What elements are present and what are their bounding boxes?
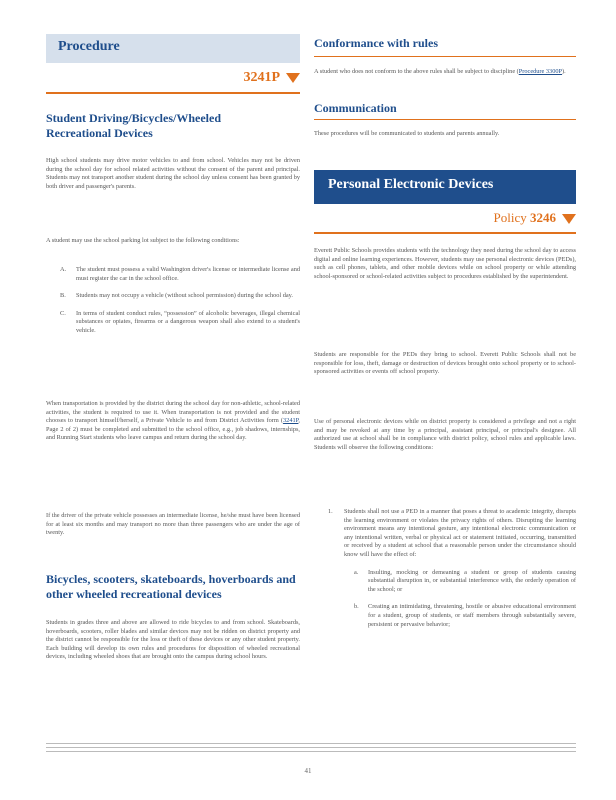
condition-item: B. Students may not occupy a vehicle (without school permission) during the school day. [60, 292, 293, 300]
condition-item: C. In terms of student conduct rules, “possession” of alcoholic beverages, illegal chemical substances or opiates, firearms or a dangerous weapon shall also extend to a student's vehicle. [60, 309, 300, 334]
ped-subitem: b. Creating an intimidating, threatening, hostile or abusive educational environment for a student, group of students, or staff members through substantially severe, persistent or pervasive behavior; [354, 603, 576, 628]
orange-divider [314, 232, 576, 234]
triangle-down-icon [562, 214, 576, 224]
orange-divider [314, 56, 576, 57]
procedure-number: 3241P [46, 70, 300, 86]
orange-divider [46, 92, 300, 94]
procedure-3241p-link[interactable]: 3241P [283, 417, 299, 425]
page-number: 41 [304, 767, 312, 775]
ped-subitem: a. Insulting, mocking or demeaning a student or group of students causing substantial disruption in, or substantial interference with, the orderly operation of the school; or [354, 568, 576, 593]
triangle-down-icon [286, 73, 300, 83]
paragraph-parking: A student may use the school parking lot subject to the following conditions: [46, 237, 240, 244]
section-title-bicycles: Bicycles, scooters, skateboards, hoverboards and other wheeled recreational devices [46, 572, 296, 601]
paragraph-conformance: A student who does not conform to the above rules shall be subject to discipline (Procedure 3300P). [314, 68, 566, 75]
section-title-driving: Student Driving/Bicycles/Wheeled Recreational Devices [46, 111, 221, 140]
condition-item: A. The student must possess a valid Washington driver's license or intermediate license and must register the car in the school office. [60, 266, 300, 282]
paragraph-ped-responsibility: Students are responsible for the PEDs they bring to school. Everett Public Schools shall not be responsible for loss, theft, damage or destruction of devices brought onto school property or to school-sponsored activities or events off school property. [314, 351, 576, 376]
ped-title-band [314, 170, 576, 204]
paragraph-bicycles: Students in grades three and above are allowed to ride bicycles to and from school. Skateboards, hoverboards, scooters, roller blades and similar devices may not be ridden on district property and the district cannot be responsible for the loss or theft of these devices or any other student property. Each building will develop its own rules and procedures for disposition of wheeled recreational devices, including wheeled shoes that are brought onto the campus during school hours. [46, 619, 300, 661]
procedure-label: Procedure [58, 39, 120, 54]
policy-number: Policy 3246 [314, 210, 576, 226]
section-title-conformance: Conformance with rules [314, 36, 438, 50]
footer-rule [46, 743, 576, 744]
procedure-3300p-link[interactable]: Procedure 3300P [518, 68, 562, 75]
paragraph-intermediate-license: If the driver of the private vehicle possesses an intermediate license, he/she must have been licensed for at least six months and may transport no more than three passengers who are under the age of twenty. [46, 512, 300, 537]
procedure-band [46, 34, 300, 63]
paragraph-ped-privilege: Use of personal electronic devices while on district property is considered a privilege and not a right and may be revoked at any time by a principal, assistant principal, or principal's designee. All authorized use at school shall be in compliance with district policy, school rules and applicable laws. Students will observe the following conditions: [314, 418, 576, 451]
orange-divider [314, 119, 576, 120]
ped-condition-item: 1. Students shall not use a PED in a manner that poses a threat to academic integrity, disrupts the learning environment or violates the privacy rights of others. Disrupting the learning environment means any intentional gesture, any intentional electronic communication or any intentional written, verbal or physical act or statement initiated, occurring, transmitted or received by a student at school that a reasonable person under the circumstance should know will have the effect of: a. Insulting, mocking or demeaning a student or group of students causing substantial disruption in, or substantial interference with, the orderly operation of the school; or b. Creating an intimidating, threatening, hostile or abusive educational environment for a student, group of students, or staff members through substantially severe, persistent or pervasive behavior; [328, 508, 576, 628]
ped-title: Personal Electronic Devices [328, 177, 494, 192]
paragraph-transportation: When transportation is provided by the district during the school day for non-athletic, school-related activities, the student is required to use it. When transportation is not provided and the student chooses to transport himself/herself, a Private Vehicle to and from District Activities form (3241P, Page 2 of 2) must be completed and submitted to the school office, e.g., job shadows, internships, and Running Start students who leave campus and return during the school day. [46, 400, 300, 442]
paragraph-ped-intro: Everett Public Schools provides students with the technology they need during the school day to access digital and online learning experiences. However, students may use personal electronic devices (PEDs), such as cell phones, tablets, and other mobile devices while on school property or while attending school-sponsored or school-related activities subject to procedures established by the superintendent. [314, 247, 576, 280]
paragraph-communication: These procedures will be communicated to students and parents annually. [314, 130, 500, 137]
conditions-list [46, 266, 300, 336]
footer-rule [46, 747, 576, 748]
ped-conditions-list [314, 508, 576, 629]
section-title-communication: Communication [314, 101, 397, 115]
paragraph-driving: High school students may drive motor vehicles to and from school. Vehicles may not be driven during the school day for school related activities without the consent of the parent and principal. Students may not transport another student during the school day unless consent has been granted by both driver and passenger's parents. [46, 157, 300, 190]
footer-rule [46, 751, 576, 752]
